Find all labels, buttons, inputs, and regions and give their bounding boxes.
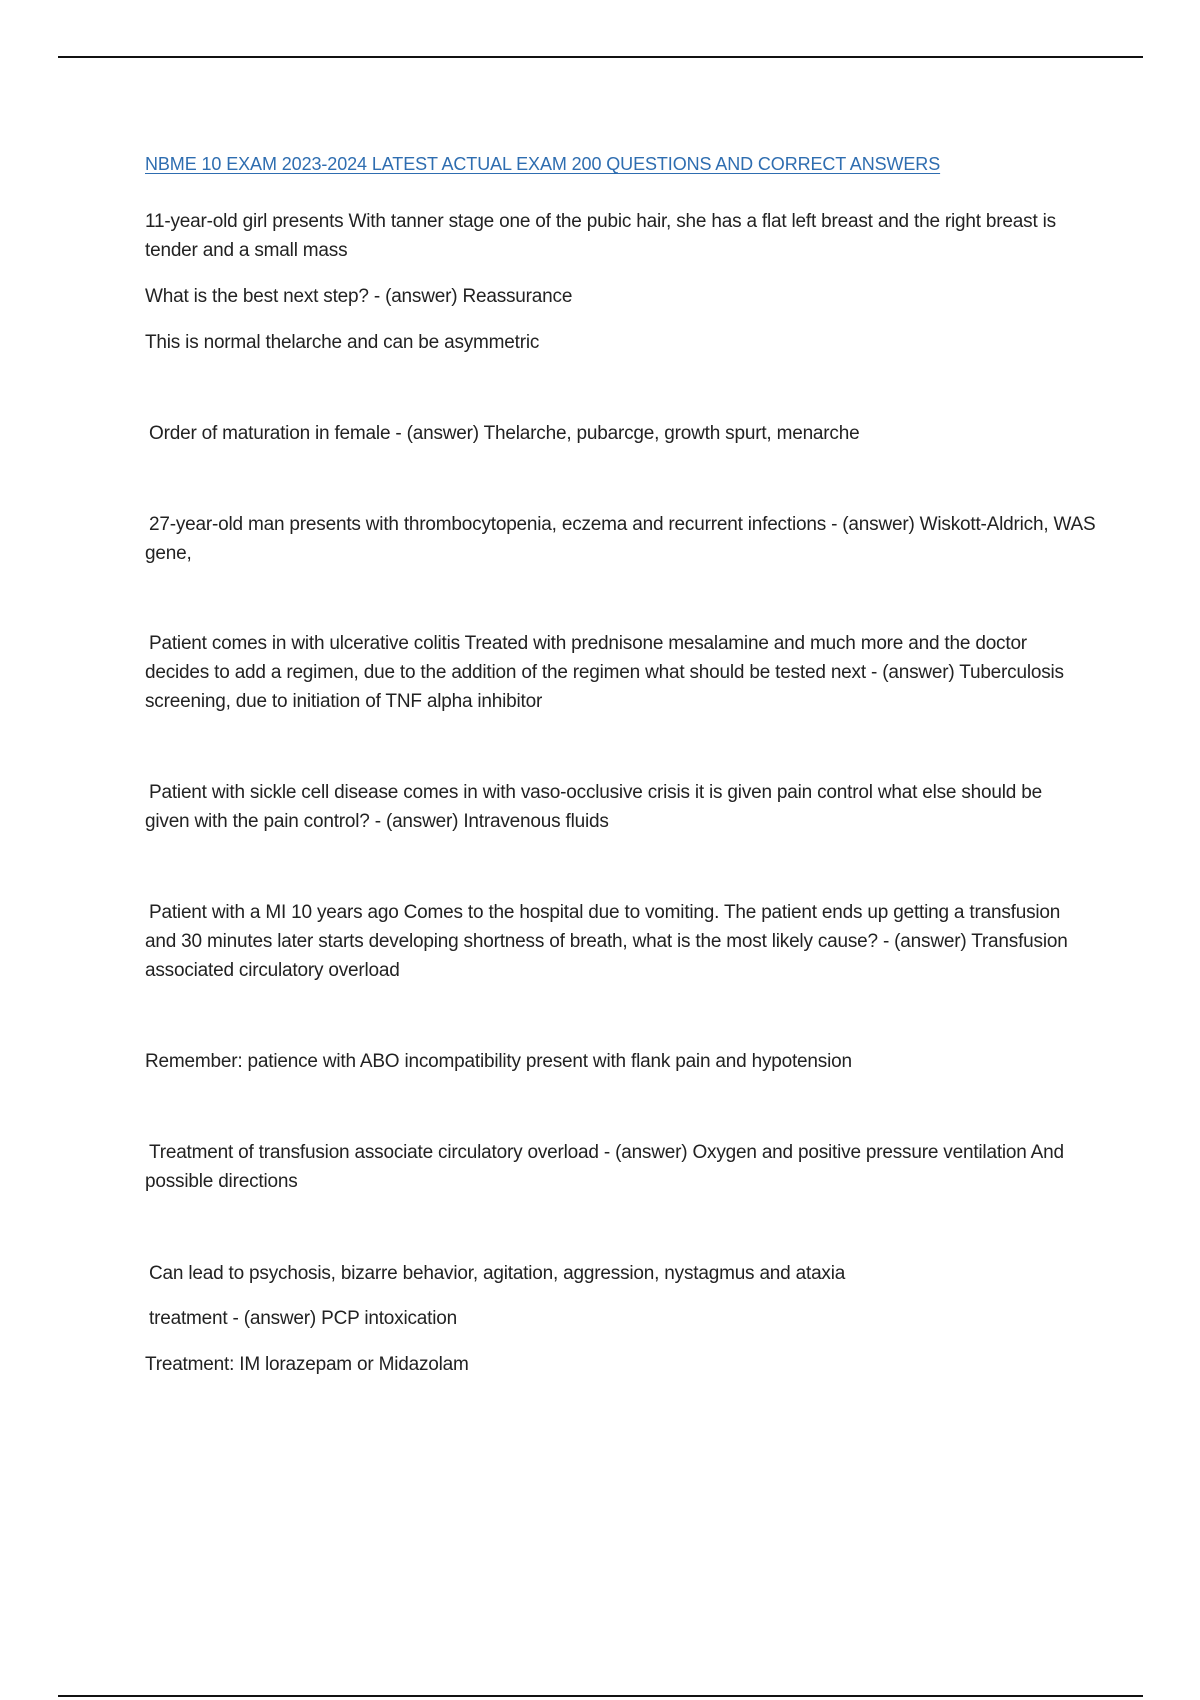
paragraph-7: Patient with sickle cell disease comes in with vaso-occlusive crisis it is given pain control what else should be given with the pain control? - (answer) Intravenous fluids xyxy=(145,782,1042,832)
paragraph-12: treatment - (answer) PCP intoxication xyxy=(149,1308,457,1329)
header-rule xyxy=(58,56,1143,58)
paragraph-4: Order of maturation in female - (answer) Thelarche, pubarcge, growth spurt, menarche xyxy=(149,423,860,444)
document-title[interactable]: NBME 10 EXAM 2023-2024 LATEST ACTUAL EXAM 200 QUESTIONS AND CORRECT ANSWERS xyxy=(145,154,941,174)
paragraph-8: Patient with a MI 10 years ago Comes to the hospital due to vomiting. The patient ends up getting a transfusion and 30 minutes later starts developing shortness of breath, what is the most likely cause? - (answer) Transfusion associated circulatory overload xyxy=(145,902,1068,981)
paragraph-1: 11-year-old girl presents With tanner stage one of the pubic hair, she has a flat left breast and the right breast is tender and a small mass xyxy=(145,211,1056,261)
paragraph-13: Treatment: IM lorazepam or Midazolam xyxy=(145,1354,469,1375)
paragraph-9: Remember: patience with ABO incompatibility present with flank pain and hypotension xyxy=(145,1051,852,1072)
footer-rule xyxy=(58,1695,1143,1697)
paragraph-6: Patient comes in with ulcerative colitis Treated with prednisone mesalamine and much more and the doctor decides to add a regimen, due to the addition of the regimen what should be tested next - (answer) Tuberculosis screening, due to initiation of TNF alpha inhibitor xyxy=(145,633,1064,712)
paragraph-11: Can lead to psychosis, bizarre behavior, agitation, aggression, nystagmus and ataxia xyxy=(149,1263,846,1284)
paragraph-3: This is normal thelarche and can be asymmetric xyxy=(145,332,540,353)
paragraph-10: Treatment of transfusion associate circulatory overload - (answer) Oxygen and positive pressure ventilation And possible directions xyxy=(145,1142,1064,1192)
paragraph-5: 27-year-old man presents with thrombocytopenia, eczema and recurrent infections - (answer) Wiskott-Aldrich, WAS gene, xyxy=(145,514,1096,564)
paragraph-2: What is the best next step? - (answer) Reassurance xyxy=(145,286,573,307)
